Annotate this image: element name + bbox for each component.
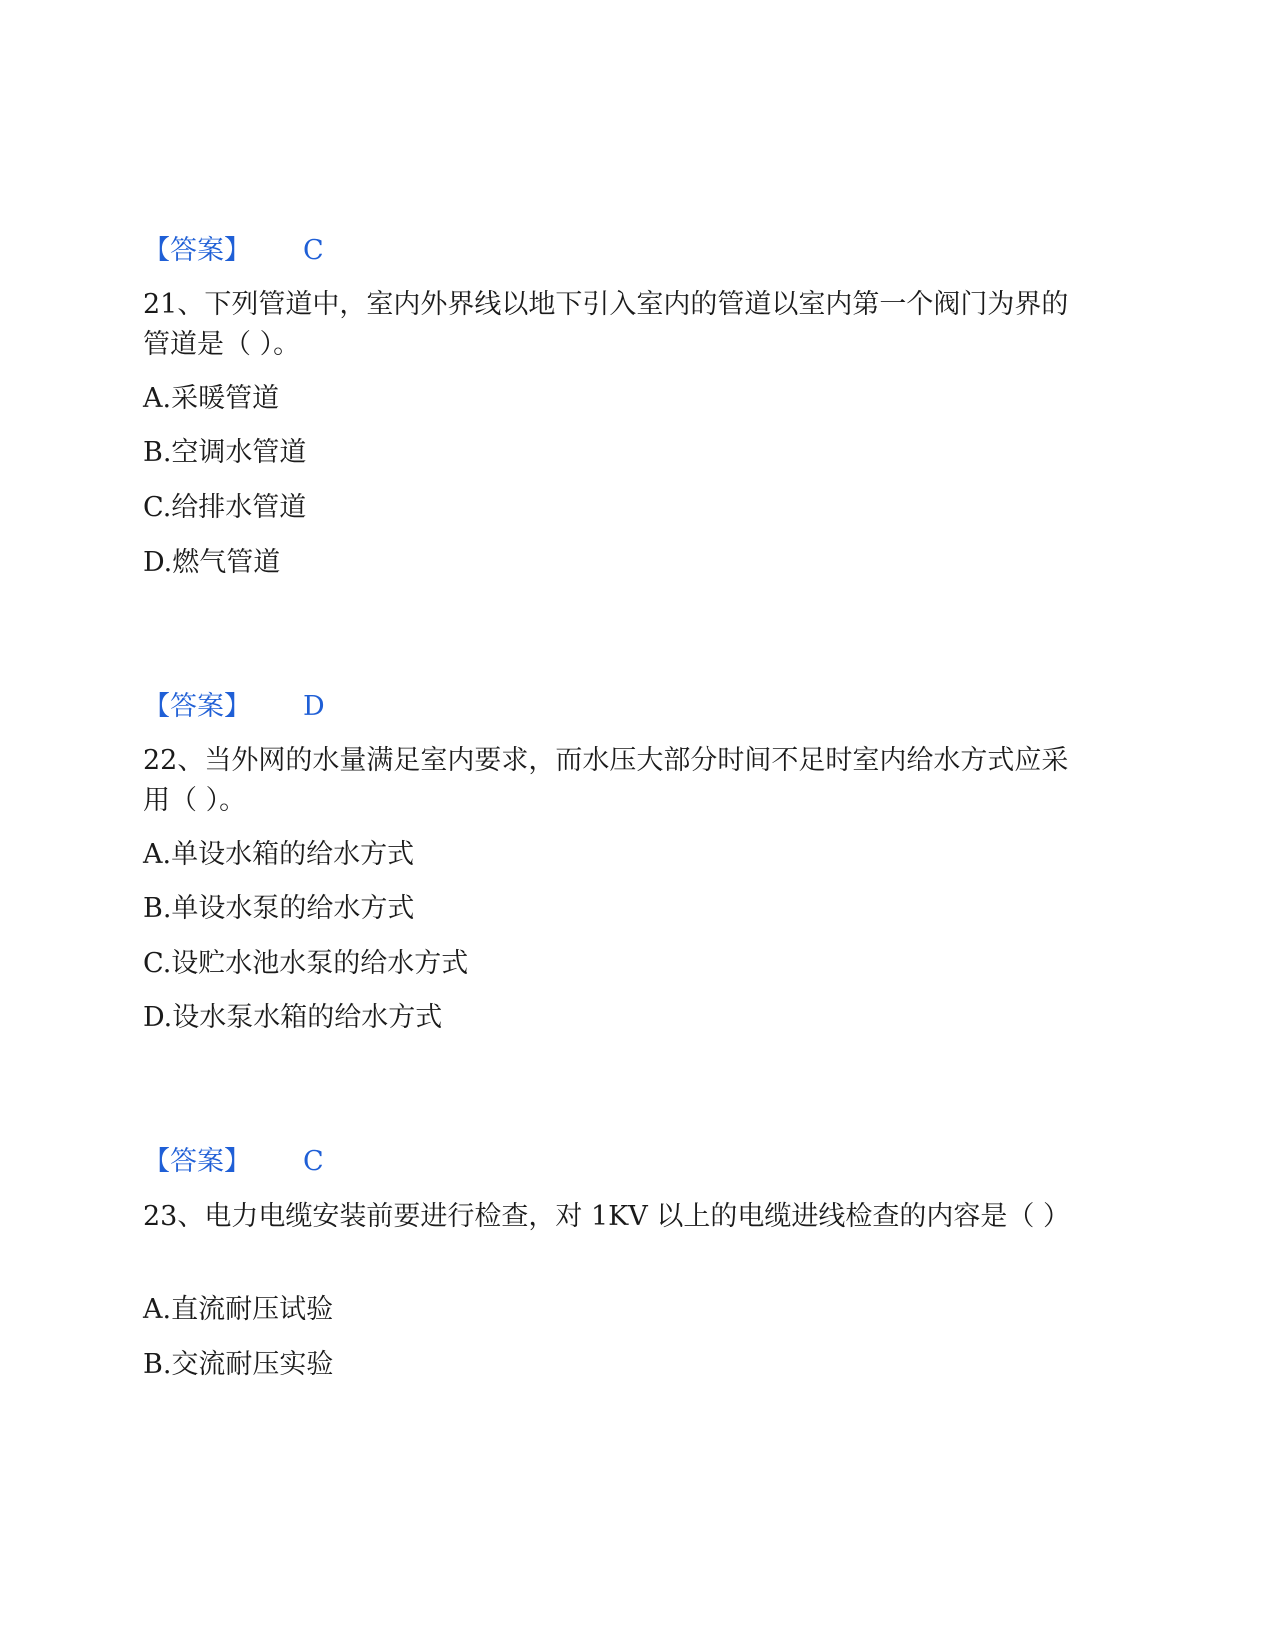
answer-line bbox=[143, 688, 325, 726]
option-b: B.空调水管道 bbox=[143, 437, 307, 468]
option-a: A.采暖管道 bbox=[143, 383, 280, 414]
answer-value: C bbox=[303, 1146, 324, 1177]
answer-line bbox=[143, 232, 324, 270]
answer-value: D bbox=[303, 691, 325, 722]
option-d: D.设水泵水箱的给水方式 bbox=[143, 1002, 443, 1033]
option-a: A.单设水箱的给水方式 bbox=[143, 839, 415, 870]
answer-label: 【答案】 bbox=[143, 1146, 251, 1177]
option-c: C.给排水管道 bbox=[143, 492, 307, 523]
answer-label: 【答案】 bbox=[143, 235, 251, 266]
option-d: D.燃气管道 bbox=[143, 547, 281, 578]
question-text: 23、电力电缆安装前要进行检查，对 1KV 以上的电缆进线检查的内容是（ ） bbox=[143, 1201, 1070, 1232]
question-text: 22、当外网的水量满足室内要求，而水压大部分时间不足时室内给水方式应采用（ ）。 bbox=[143, 745, 1069, 816]
option-c: C.设贮水池水泵的给水方式 bbox=[143, 948, 469, 979]
option-b: B.单设水泵的给水方式 bbox=[143, 893, 415, 924]
option-a: A.直流耐压试验 bbox=[143, 1294, 334, 1325]
answer-label: 【答案】 bbox=[143, 691, 251, 722]
question-text: 21、下列管道中，室内外界线以地下引入室内的管道以室内第一个阀门为界的管道是（ ）。 bbox=[143, 289, 1069, 360]
option-b: B.交流耐压实验 bbox=[143, 1349, 334, 1380]
answer-line bbox=[143, 1143, 324, 1181]
answer-value: C bbox=[303, 235, 324, 266]
